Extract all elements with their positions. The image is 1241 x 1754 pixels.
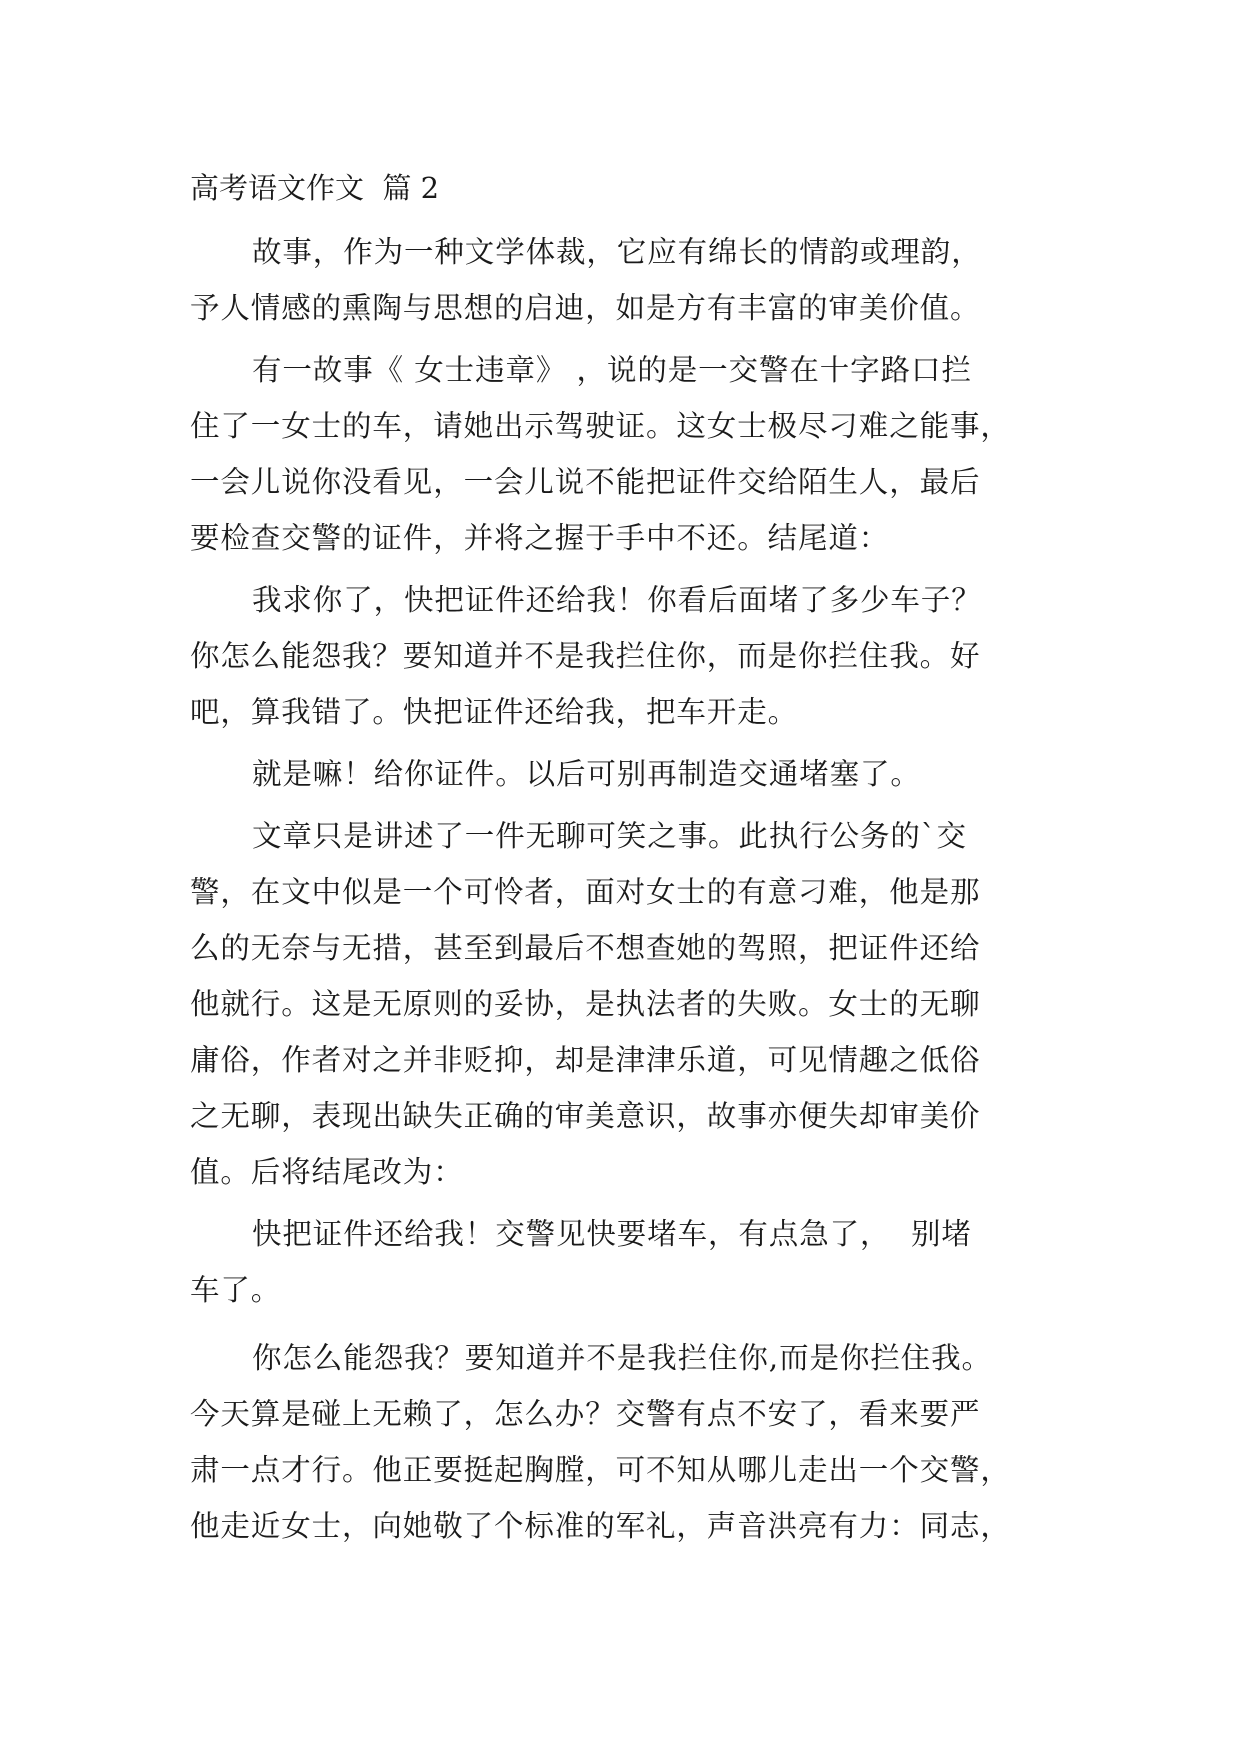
text-line: 要检查交警的证件，并将之握于手中不还。结尾道： [190, 521, 890, 555]
text-line: 一会儿说你没看见，一会儿说不能把证件交给陌生人，最后 [190, 465, 981, 499]
text-line: 肃一点才行。他正要挺起胸膛，可不知从哪儿走出一个交警， [190, 1453, 1011, 1487]
paragraph-4 [190, 746, 1070, 802]
text-line: 他走近女士，向她敬了个标准的军礼，声音洪亮有力：同志， [190, 1509, 1011, 1543]
document-body [190, 160, 1070, 1560]
text-line: 故事，作为一种文学体裁，它应有绵长的情韵或理韵， [252, 235, 982, 269]
text-line: 你怎么能怨我？要知道并不是我拦住你,而是你拦住我。 [252, 1341, 992, 1375]
paragraph-7 [190, 1330, 1070, 1554]
text-line: 今天算是碰上无赖了，怎么办？交警有点不安了，看来要严 [190, 1397, 981, 1431]
paragraph-5 [190, 808, 1070, 1200]
text-line: 吧，算我错了。快把证件还给我，把车开走。 [190, 695, 799, 729]
text-line: 之无聊，表现出缺失正确的审美意识，故事亦便失却审美价 [190, 1099, 981, 1133]
text-line: 我求你了，快把证件还给我！你看后面堵了多少车子？ [252, 583, 982, 617]
paragraph-2 [190, 342, 1070, 566]
paragraph-1 [190, 224, 1070, 336]
text-line: 就是嘛！给你证件。以后可别再制造交通堵塞了。 [252, 757, 921, 791]
text-line: 文章只是讲述了一件无聊可笑之事。此执行公务的`交 [252, 819, 967, 853]
text-line: 他就行。这是无原则的妥协，是执法者的失败。女士的无聊 [190, 987, 981, 1021]
document-title: 高考语文作文 篇 2 [190, 171, 440, 205]
text-line: 警，在文中似是一个可怜者，面对女士的有意刁难，他是那 [190, 875, 981, 909]
text-line: 有一故事《 女士违章》 ，说的是一交警在十字路口拦 [252, 353, 972, 387]
paragraph-3 [190, 572, 1070, 740]
text-line: 车了。 [190, 1273, 282, 1307]
text-line: 住了一女士的车，请她出示驾驶证。这女士极尽刁难之能事， [190, 409, 1011, 443]
text-line: 你怎么能怨我？要知道并不是我拦住你，而是你拦住我。好 [190, 639, 981, 673]
text-line: 值。后将结尾改为： [190, 1155, 464, 1189]
text-line: 庸俗，作者对之并非贬抑，却是津津乐道，可见情趣之低俗 [190, 1043, 981, 1077]
text-line: 么的无奈与无措，甚至到最后不想查她的驾照，把证件还给 [190, 931, 981, 965]
text-line: 予人情感的熏陶与思想的启迪，如是方有丰富的审美价值。 [190, 291, 981, 325]
paragraph-6 [190, 1206, 1070, 1318]
text-line: 快把证件还给我！交警见快要堵车，有点急了， 别堵 [252, 1217, 972, 1251]
